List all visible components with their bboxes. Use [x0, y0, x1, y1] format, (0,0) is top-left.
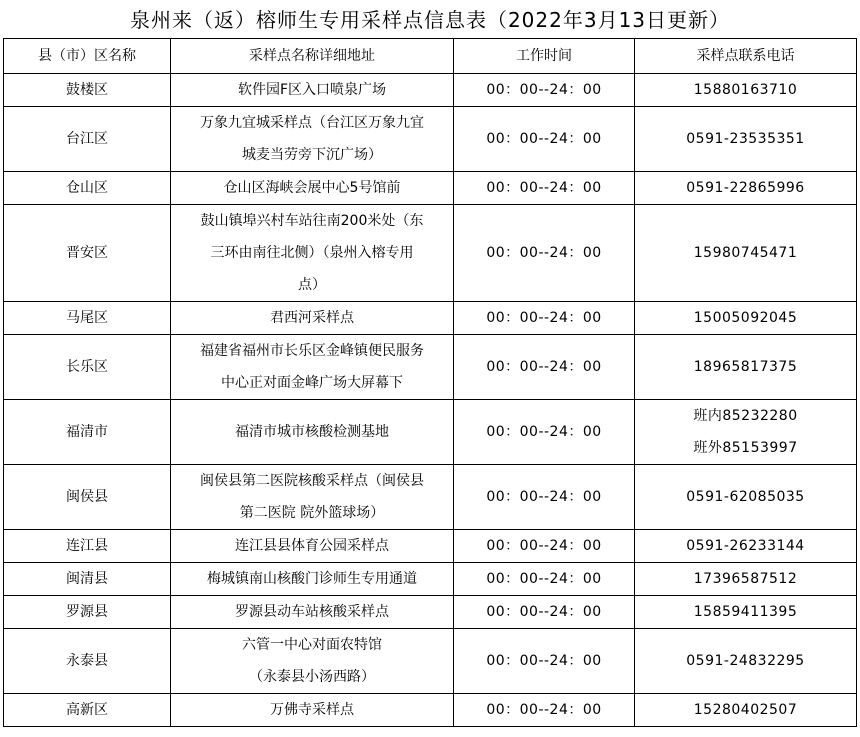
district-cell: 鼓楼区	[4, 74, 171, 107]
address-line: 城麦当劳旁下沉广场）	[242, 147, 382, 163]
address-cell	[171, 302, 454, 335]
phone-number: 班内85232280	[693, 408, 798, 424]
district-cell: 罗源县	[4, 596, 171, 629]
phone-cell	[635, 596, 857, 629]
table-row	[4, 400, 857, 465]
address-line: 中心正对面金峰广场大屏幕下	[221, 375, 403, 391]
phone-cell	[635, 563, 857, 596]
address-line: 万象九宜城采样点（台江区万象九宜	[200, 115, 424, 131]
phone-number: 17396587512	[693, 571, 798, 587]
address-cell	[171, 563, 454, 596]
header-phone: 采样点联系电话	[635, 39, 857, 74]
address-line: 福建省福州市长乐区金峰镇便民服务	[200, 343, 424, 359]
work-time-cell: 00：00--24：00	[454, 530, 635, 563]
address-line: 万佛寺采样点	[270, 702, 354, 718]
phone-number: 班外85153997	[693, 440, 798, 456]
phone-number: 15980745471	[693, 245, 798, 261]
phone-number: 0591-22865996	[686, 180, 805, 196]
address-cell	[171, 694, 454, 727]
table-body	[4, 74, 857, 727]
phone-number: 15880163710	[693, 82, 798, 98]
header-work-time: 工作时间	[454, 39, 635, 74]
address-cell	[171, 335, 454, 400]
district-cell: 闽侯县	[4, 465, 171, 530]
header-district: 县（市）区名称	[4, 39, 171, 74]
phone-cell	[635, 400, 857, 465]
district-cell: 晋安区	[4, 205, 171, 302]
table-row	[4, 465, 857, 530]
address-cell	[171, 629, 454, 694]
address-line: 点）	[298, 277, 326, 293]
phone-cell	[635, 629, 857, 694]
table-row	[4, 335, 857, 400]
work-time-cell: 00：00--24：00	[454, 205, 635, 302]
work-time-cell: 00：00--24：00	[454, 694, 635, 727]
phone-number: 0591-26233144	[686, 538, 805, 554]
work-time-cell: 00：00--24：00	[454, 302, 635, 335]
district-cell: 仓山区	[4, 172, 171, 205]
phone-number: 15859411395	[693, 604, 798, 620]
table-row	[4, 596, 857, 629]
work-time-cell: 00：00--24：00	[454, 107, 635, 172]
address-cell	[171, 530, 454, 563]
work-time-cell: 00：00--24：00	[454, 563, 635, 596]
work-time-cell: 00：00--24：00	[454, 465, 635, 530]
district-cell: 长乐区	[4, 335, 171, 400]
address-line: 梅城镇南山核酸门诊师生专用通道	[207, 571, 417, 587]
address-cell	[171, 107, 454, 172]
phone-number: 18965817375	[693, 359, 798, 375]
table-row	[4, 302, 857, 335]
address-line: 仓山区海峡会展中心5号馆前	[223, 180, 401, 196]
phone-number: 15005092045	[693, 310, 798, 326]
address-line: 闽侯县第二医院核酸采样点（闽侯县	[200, 473, 424, 489]
phone-cell	[635, 107, 857, 172]
table-row	[4, 563, 857, 596]
address-line: 罗源县动车站核酸采样点	[235, 604, 389, 620]
district-cell: 高新区	[4, 694, 171, 727]
address-line: 六管一中心对面农特馆	[242, 637, 382, 653]
district-cell: 马尾区	[4, 302, 171, 335]
phone-number: 15280402507	[693, 702, 798, 718]
table-row	[4, 172, 857, 205]
district-cell: 福清市	[4, 400, 171, 465]
table-header-row	[4, 39, 857, 74]
table-row	[4, 74, 857, 107]
phone-cell	[635, 172, 857, 205]
phone-number: 0591-23535351	[686, 131, 805, 147]
address-line: 福清市城市核酸检测基地	[235, 424, 389, 440]
table-row	[4, 694, 857, 727]
table-row	[4, 205, 857, 302]
table-row	[4, 629, 857, 694]
work-time-cell: 00：00--24：00	[454, 335, 635, 400]
work-time-cell: 00：00--24：00	[454, 74, 635, 107]
phone-cell	[635, 335, 857, 400]
phone-cell	[635, 530, 857, 563]
phone-cell	[635, 74, 857, 107]
district-cell: 永泰县	[4, 629, 171, 694]
address-cell	[171, 465, 454, 530]
phone-number: 0591-62085035	[686, 489, 805, 505]
address-cell	[171, 400, 454, 465]
header-address: 采样点名称详细地址	[171, 39, 454, 74]
phone-cell	[635, 465, 857, 530]
district-cell: 闽清县	[4, 563, 171, 596]
phone-cell	[635, 302, 857, 335]
sampling-points-table	[3, 38, 857, 727]
address-line: 软件园F区入口喷泉广场	[237, 82, 387, 98]
table-row	[4, 107, 857, 172]
district-cell: 连江县	[4, 530, 171, 563]
phone-cell	[635, 205, 857, 302]
work-time-cell: 00：00--24：00	[454, 596, 635, 629]
address-line: 君西河采样点	[270, 310, 354, 326]
district-cell: 台江区	[4, 107, 171, 172]
work-time-cell: 00：00--24：00	[454, 400, 635, 465]
address-line: 三环由南往北侧）（泉州入榕专用	[210, 245, 414, 261]
address-cell	[171, 205, 454, 302]
address-line: 连江县县体育公园采样点	[235, 538, 389, 554]
work-time-cell: 00：00--24：00	[454, 629, 635, 694]
work-time-cell: 00：00--24：00	[454, 172, 635, 205]
address-cell	[171, 74, 454, 107]
address-line: （永泰县小汤西路）	[249, 669, 375, 685]
address-line: 鼓山镇埠兴村车站往南200米处（东	[200, 213, 424, 229]
address-line: 第二医院 院外篮球场）	[239, 505, 385, 521]
address-cell	[171, 596, 454, 629]
address-cell	[171, 172, 454, 205]
table-row	[4, 530, 857, 563]
phone-cell	[635, 694, 857, 727]
page-title: 泉州来（返）榕师生专用采样点信息表（2022年3月13日更新）	[129, 8, 731, 32]
phone-number: 0591-24832295	[686, 653, 805, 669]
